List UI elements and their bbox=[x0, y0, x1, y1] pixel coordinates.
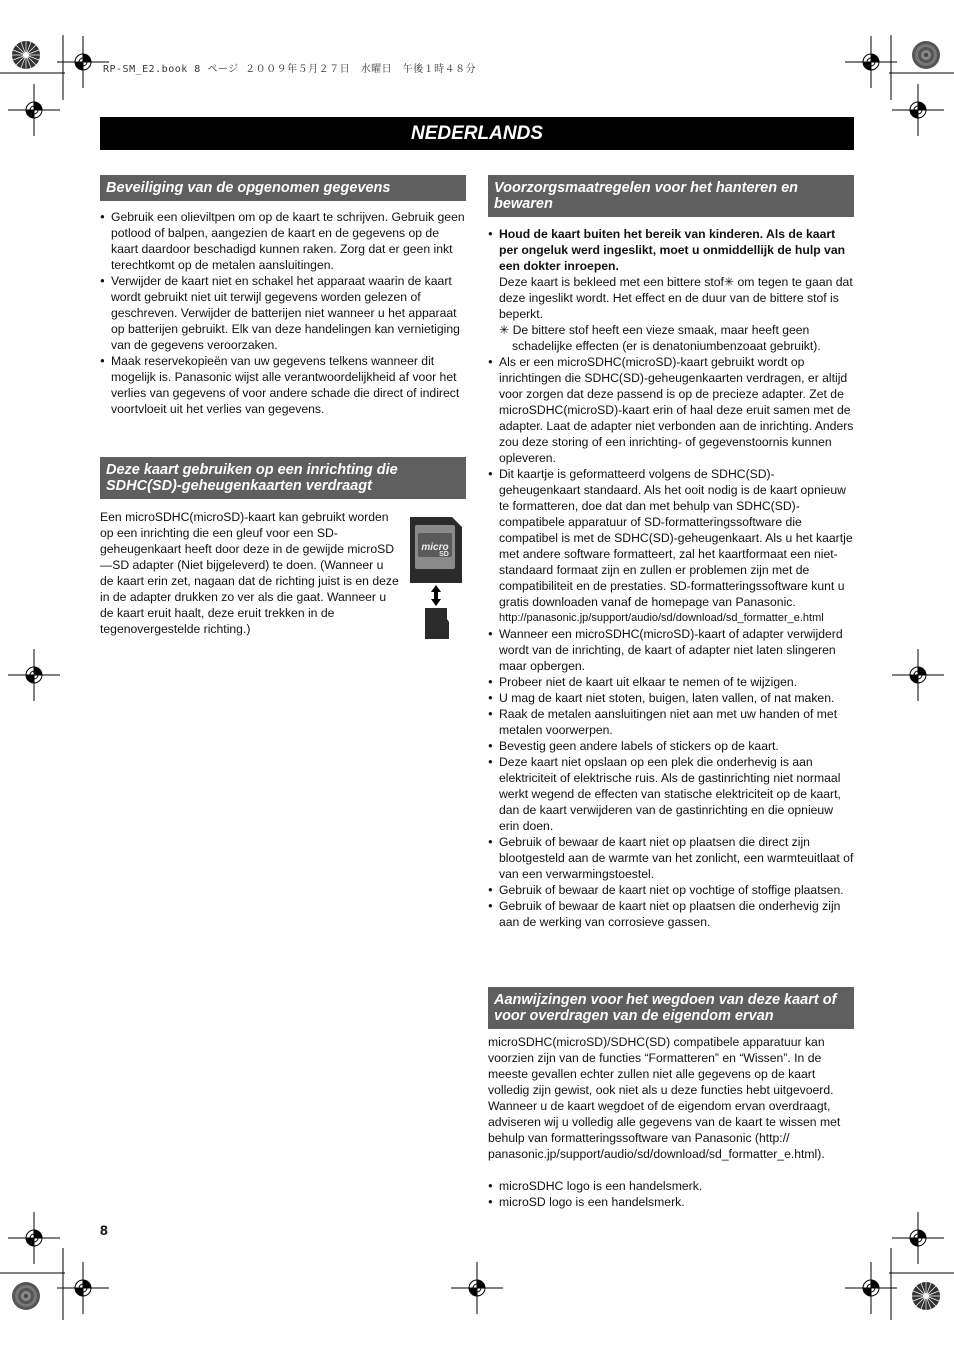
list-item: ● Maak reservekopieën van uw gegevens telkens wanneer dit mogelijk is. Panasonic wijst alle verantwoordelijkheid af voor het verlies van gegevens of voor andere schade die direct of indirect voortvloeit uit het verlies van gegevens. bbox=[100, 353, 466, 417]
list-item: ● Als er een microSDHC(microSD)-kaart gebruikt wordt op inrichtingen die SDHC(SD)-geheugenkaarten verdragen, er altijd voor zorgen dat deze passend is op de precieze adapter. Zet de microSDHC(microSD)-kaart erin of haal deze eruit samen met de adapter. Laat de adapter niet verbonden aan de inrichting. Anders zou deze storing of een inrichting- of gegevenstoornis kunnen opleveren. bbox=[488, 354, 854, 466]
list-item: ● Verwijder de kaart niet en schakel het apparaat waarin de kaart wordt gebruikt niet uit terwijl gegevens worden gelezen of geschreven. Verwijder de batterijen niet wanneer u het apparaat op batterijen gebruikt. Elk van deze handelingen kan vernietiging van de gegevens veroorzaken. bbox=[100, 273, 466, 353]
microsd-adapter-icon bbox=[408, 515, 466, 641]
list-item: ● Gebruik of bewaar de kaart niet op plaatsen die onderhevig zijn aan de werking van corrosieve gassen. bbox=[488, 898, 854, 930]
list-item: ● microSDHC logo is een handelsmerk. bbox=[488, 1178, 854, 1194]
trademark-list bbox=[488, 1178, 854, 1210]
list-item: ● Wanneer een microSDHC(microSD)-kaart of adapter verwijderd wordt van de inrichting, de kaart of adapter niet laten slingeren maar opbergen. bbox=[488, 626, 854, 674]
list-item: ● Gebruik een olieviltpen om op de kaart te schrijven. Gebruik geen potlood of balpen, aangezien de kaart en de gegevens op de kaart daardoor beschadigd kunnen raken. Zorg dat er geen inkt terechtkomt op de metalen aansluitingen. bbox=[100, 209, 466, 273]
security-list bbox=[100, 209, 466, 417]
list-item bbox=[488, 226, 854, 354]
book-page-header: RP-SM_E2.book 8 ページ ２００９年５月２７日 水曜日 午後１時４８分 bbox=[103, 64, 477, 75]
bitter-coating-text: Deze kaart is bekleed met een bittere stof✳ om tegen te gaan dat deze ingeslikt wordt. Het effect en de duur van de bittere stof is beperkt. bbox=[499, 275, 853, 321]
list-item: ● Deze kaart niet opslaan op een plek die onderhevig is aan elektriciteit of elektrische ruis. Als de gastinrichting niet normaal werkt wegend de effecten van statische elektriciteit op de kaart, dan de kaart verwijderen van de gastinrichting en die opnieuw erin doen. bbox=[488, 754, 854, 834]
precautions-list bbox=[488, 226, 854, 930]
page-title: NEDERLANDS bbox=[100, 117, 854, 150]
warning-text: ● Houd de kaart buiten het bereik van kinderen. Als de kaart per ongeluk werd ingeslikt, moet u onmiddellijk de hulp van een dokter inroepen. bbox=[499, 227, 846, 273]
list-item bbox=[488, 466, 854, 626]
list-item: ● Bevestig geen andere labels of stickers op de kaart. bbox=[488, 738, 854, 754]
list-item: ● Gebruik of bewaar de kaart niet op plaatsen die direct zijn blootgesteld aan de warmte van het zonlicht, een warmteuitlaat of van een verwarmingstoestel. bbox=[488, 834, 854, 882]
list-item: ● U mag de kaart niet stoten, buigen, laten vallen, of nat maken. bbox=[488, 690, 854, 706]
list-item: ● Probeer niet de kaart uit elkaar te nemen of te wijzigen. bbox=[488, 674, 854, 690]
list-item: ● microSD logo is een handelsmerk. bbox=[488, 1194, 854, 1210]
page-number: 8 bbox=[100, 1222, 108, 1238]
list-item: ● Gebruik of bewaar de kaart niet op vochtige of stoffige plaatsen. bbox=[488, 882, 854, 898]
svg-text:SD: SD bbox=[439, 551, 449, 558]
format-text: ● Dit kaartje is geformatteerd volgens de SDHC(SD)-geheugenkaart standaard. Als het ooit nodig is de kaart opnieuw te formatteren, doe dat dan met behulp van SDHC(SD)-compatibele apparatuur of SD-formatteringssoftware die compatibel is met de SDHC(SD)-geheugenkaart. Als u het kaartje met andere software formatteert, zal het kaartformaat een niet-standaard formaat zijn en zullen er problemen zijn met de compatibiliteit en de prestaties. SD-formatteringssoftware kunt u gratis downloaden vanaf de homepage van Panasonic. bbox=[499, 467, 853, 609]
section-heading-disposal: Aanwijzingen voor het wegdoen van deze kaart of voor overdragen van de eigendom ervan bbox=[488, 987, 854, 1029]
section-heading-security: Beveiliging van de opgenomen gegevens bbox=[100, 175, 466, 201]
footnote: ✳ De bittere stof heeft een vieze smaak, maar heeft geen schadelijke effecten (er is denatoniumbenzoaat gebruikt). bbox=[499, 323, 821, 353]
section-heading-sdhc-device: Deze kaart gebruiken op een inrichting die SDHC(SD)-geheugenkaarten verdraagt bbox=[100, 457, 466, 499]
disposal-text: microSDHC(microSD)/SDHC(SD) compatibele apparatuur kan voorzien zijn van de functies “Formatteren” en “Wissen”. In de meeste gevallen echter zullen niet alle gegevens op de kaart volledig zijn gewist, ook niet als u deze functies hebt uitgevoerd. Wanneer u de kaart wegdoet of de eigendom ervan overdraagt, adviseren wij u volledig alle gegevens van de kaart te wissen met behulp van formatteringssoftware van Panasonic (http:// panasonic.jp/support/audio/sd/download/sd_formatter_e.html). bbox=[488, 1035, 841, 1161]
formatter-url: http://panasonic.jp/support/audio/sd/download/sd_formatter_e.html bbox=[499, 612, 824, 624]
svg-text:micro: micro bbox=[421, 542, 449, 553]
list-item: ● Raak de metalen aansluitingen niet aan met uw handen of met metalen voorwerpen. bbox=[488, 706, 854, 738]
sdhc-device-text: Een microSDHC(microSD)-kaart kan gebruikt worden op een inrichting die een gleuf voor een SD-geheugenkaart heeft door deze in de gewijde microSD—SD adapter (Niet bijgeleverd) te doen. (Wanneer u de kaart erin zet, nagaan dat de richting juist is en deze in de adapter drukken zo ver als die gaat. Wanneer u de kaart eruit haalt, deze eruit trekken in de tegenovergestelde richting.) bbox=[100, 510, 399, 636]
section-heading-precautions: Voorzorgsmaatregelen voor het hanteren en bewaren bbox=[488, 175, 854, 217]
